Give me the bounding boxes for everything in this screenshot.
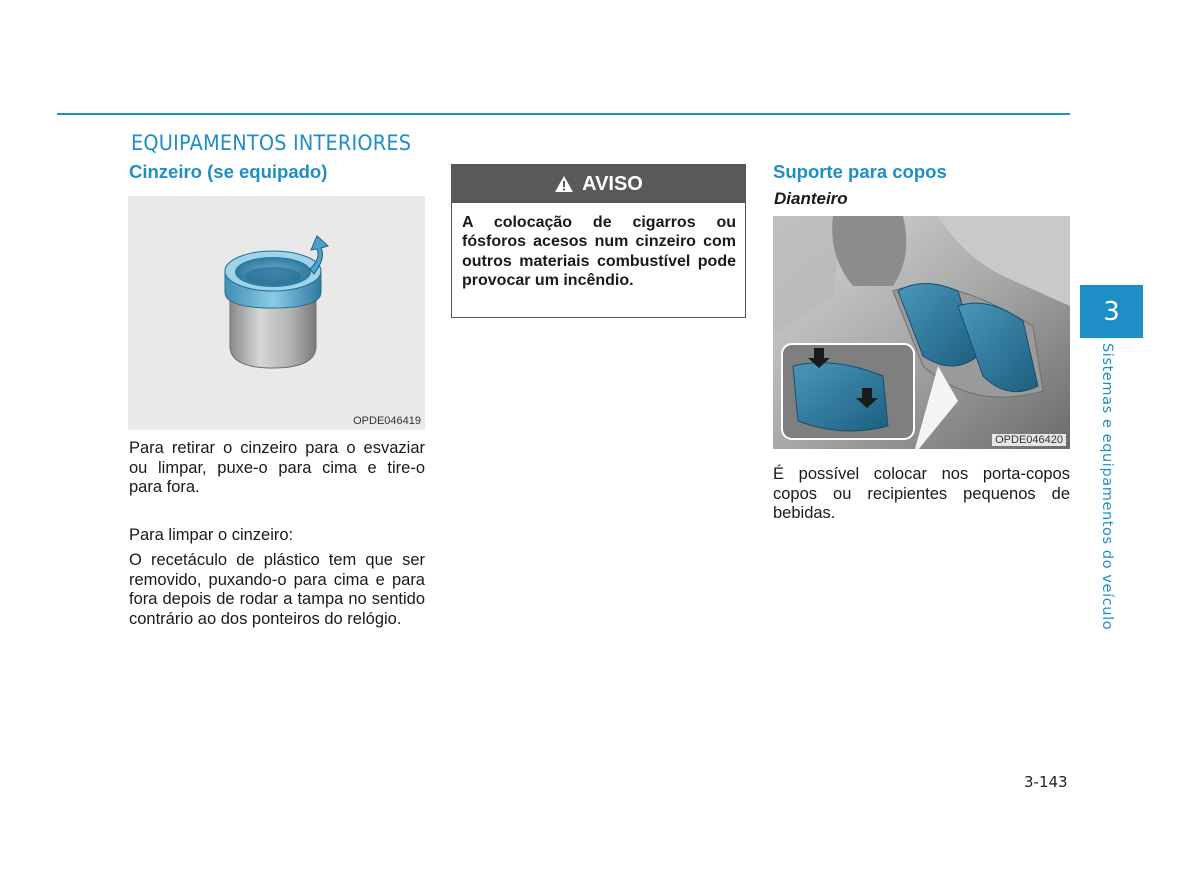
ashtray-illustration (128, 196, 425, 430)
warning-header (452, 165, 745, 203)
warning-triangle-icon (554, 175, 574, 193)
paragraph: O recetáculo de plástico tem que ser removido, puxando-o para cima e para fora depois de rodar a tampa no sentido contrário ao dos ponteiros do relógio. (129, 551, 425, 628)
figure-code: OPDE046419 (353, 415, 421, 427)
top-rule (57, 113, 1070, 115)
cup-holder-text (773, 465, 1070, 524)
paragraph: Para limpar o cinzeiro: (129, 526, 294, 544)
cleaning-instructions (129, 551, 425, 629)
ashtray-removal-text (129, 439, 425, 498)
page-number: 3-143 (1024, 773, 1068, 791)
chapter-tab: 3 (1080, 285, 1143, 338)
warning-title: AVISO (582, 172, 643, 195)
paragraph: É possível colocar nos porta-copos copos ou recipientes pequenos de bebidas. (773, 465, 1070, 522)
cleaning-label (129, 526, 425, 546)
cup-holder-heading: Suporte para copos (773, 161, 947, 182)
paragraph: Para retirar o cinzeiro para o esvaziar ou limpar, puxe-o para cima e tire-o para fora. (129, 439, 425, 496)
section-title: EQUIPAMENTOS INTERIORES (131, 131, 412, 155)
front-subheading: Dianteiro (774, 189, 848, 208)
chapter-side-label: Sistemas e equipamentos do veículo (1099, 343, 1115, 631)
warning-text: A colocação de cigarros ou fósforos acesos num cinzeiro com outros materiais combustível pode provocar um incêndio. (462, 214, 736, 289)
cup-holder-figure (773, 216, 1070, 449)
figure-code: OPDE046420 (992, 434, 1066, 446)
ashtray-figure (128, 196, 425, 430)
cup-holder-illustration (773, 216, 1070, 449)
warning-box (451, 164, 746, 318)
ashtray-heading: Cinzeiro (se equipado) (129, 161, 328, 182)
